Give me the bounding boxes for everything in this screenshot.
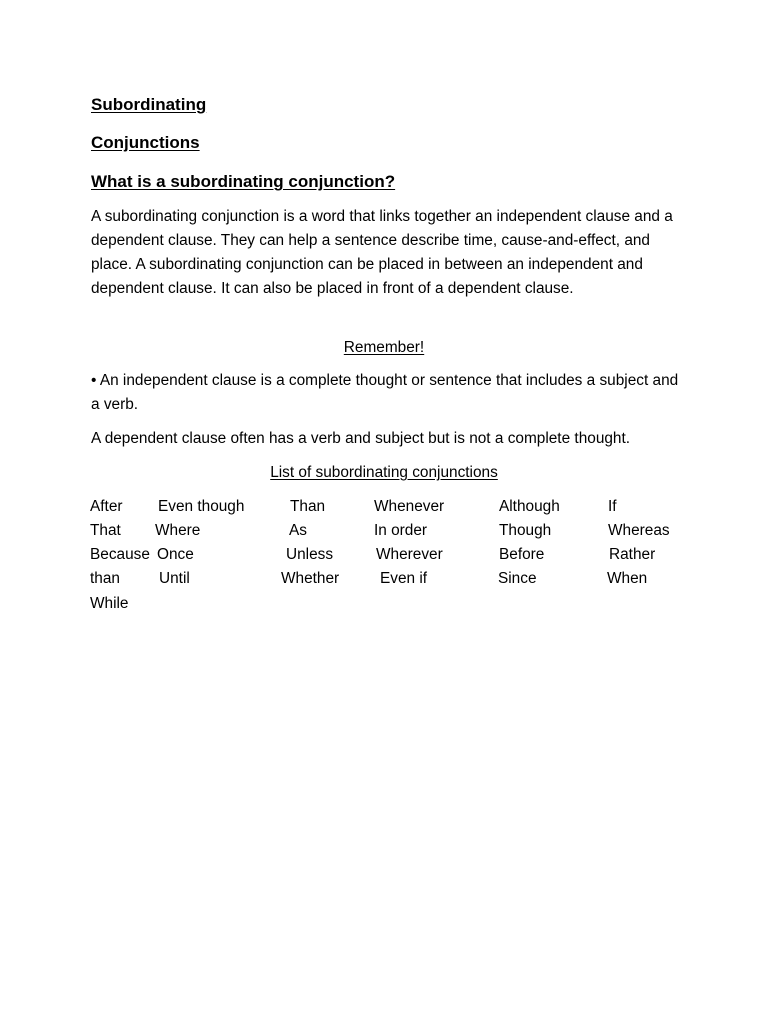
conjunction-word: Even though (158, 498, 245, 515)
remember-label: Remember! (343, 339, 425, 356)
conjunction-word: Wherever (376, 546, 443, 563)
list-title: List of subordinating conjunctions (270, 464, 498, 481)
question-heading: What is a subordinating conjunction? (91, 172, 396, 191)
conjunction-word: Whether (281, 570, 340, 587)
independent-clause-note: • An independent clause is a complete thought or sentence that includes a subject and a verb. (91, 372, 679, 413)
conjunction-word: Until (159, 570, 190, 587)
conjunction-word: If (608, 498, 617, 515)
conjunction-word: Even if (380, 570, 428, 587)
conjunction-word: Because (90, 546, 150, 563)
conjunction-word: Since (498, 570, 537, 587)
conjunction-word: Before (499, 546, 545, 563)
conjunction-word: Where (155, 522, 201, 539)
conjunction-word: Whereas (608, 522, 670, 539)
conjunction-word: In order (374, 522, 428, 539)
conjunction-word: When (607, 570, 648, 587)
conjunction-word: After (90, 498, 123, 515)
conjunction-word: Although (499, 498, 560, 515)
conjunction-word: Whenever (374, 498, 445, 515)
conjunction-word: As (289, 522, 307, 539)
heading-line-2: Conjunctions (91, 133, 200, 152)
conjunction-word: Though (499, 522, 552, 539)
conjunction-word: than (90, 570, 120, 587)
conjunction-word: While (90, 595, 129, 612)
conjunction-word: Unless (286, 546, 334, 563)
conjunction-word: Rather (609, 546, 656, 563)
conjunction-word: Than (290, 498, 326, 515)
heading-line-1: Subordinating (91, 95, 207, 114)
conjunction-word: That (90, 522, 121, 539)
definition-paragraph: A subordinating conjunction is a word that links together an independent clause and a dependent clause. They can help a sentence describe time, cause-and-effect, and place. A subordinating conjunction can be placed in between an independent and dependent clause. It can also be placed in front of a dependent clause. (91, 208, 673, 297)
conjunction-word: Once (157, 546, 194, 563)
dependent-clause-note: A dependent clause often has a verb and subject but is not a complete thought. (91, 430, 631, 447)
